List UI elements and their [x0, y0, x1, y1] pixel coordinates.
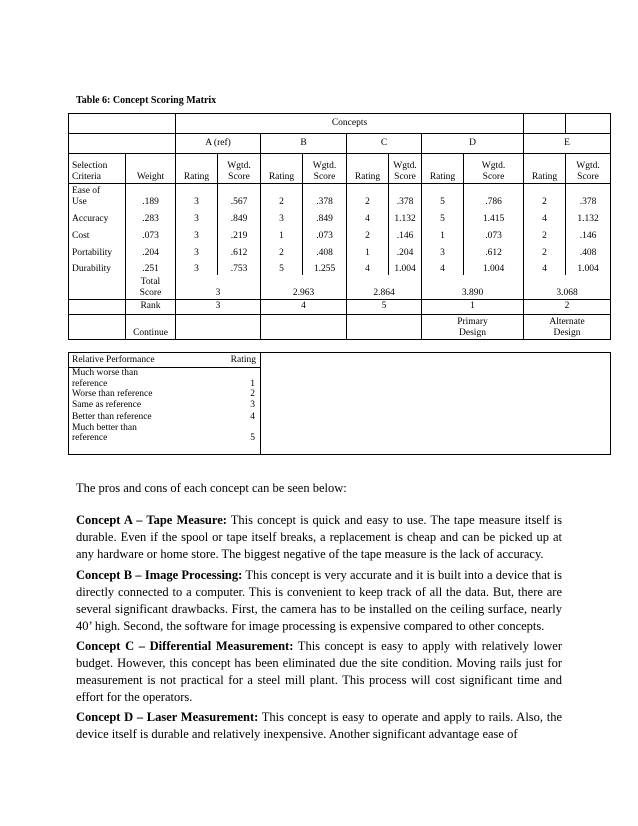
score-cell: .753 [218, 259, 261, 275]
concept-b-paragraph [76, 567, 562, 635]
relative-performance-header [69, 353, 260, 368]
score-cell: 1.132 [389, 208, 422, 225]
performance-text: Same as reference [72, 399, 142, 410]
performance-rating: 3 [250, 399, 255, 410]
performance-text: reference [72, 433, 108, 443]
score-cell: 3 [176, 225, 218, 242]
total-score-a: 3 [176, 275, 261, 300]
score-cell: .146 [389, 225, 422, 242]
weight-cell: .204 [126, 242, 176, 259]
score-cell: .378 [389, 184, 422, 208]
rank-e: 2 [524, 299, 611, 314]
performance-rating: 5 [250, 433, 255, 443]
performance-row [72, 400, 256, 411]
score-cell: 1.004 [566, 259, 611, 275]
column-headers-row [69, 154, 611, 184]
score-cell: 2 [524, 225, 566, 242]
score-cell: 2 [347, 225, 389, 242]
score-cell: 3 [176, 184, 218, 208]
score-cell: 4 [347, 259, 389, 275]
rating-header: Rating [176, 154, 218, 184]
score-cell: .849 [303, 208, 347, 225]
selection-criteria-header: Selection Criteria [69, 154, 126, 184]
score-cell: .612 [218, 242, 261, 259]
score-cell: .378 [303, 184, 347, 208]
relative-performance-label: Relative Performance [72, 355, 155, 365]
score-cell: 3 [261, 208, 303, 225]
rating-header: Rating [422, 154, 464, 184]
score-cell: .378 [566, 184, 611, 208]
score-cell: .612 [464, 242, 524, 259]
total-score-label: Total Score [126, 275, 176, 300]
concepts-header-row [69, 114, 611, 134]
continue-row [69, 314, 611, 339]
score-cell: 2 [524, 242, 566, 259]
score-cell: .146 [566, 225, 611, 242]
score-cell: 2 [261, 242, 303, 259]
concept-b-body: This concept is very accurate and it is built into a device that is directly connected to a computer. This is convenient to keep track of all the data. But, there are several significant drawbacks. First, the camera has to be installed on the ceiling surface, nearly 40’ high. Second, the software for image processing is expensive compared to other concepts. [76, 568, 562, 633]
score-cell: 1 [347, 242, 389, 259]
performance-rating: 1 [250, 378, 255, 389]
rank-label: Rank [126, 299, 176, 314]
score-cell: 3 [176, 242, 218, 259]
score-cell: .219 [218, 225, 261, 242]
performance-rating: 2 [250, 389, 255, 399]
rating-label: Rating [230, 355, 256, 365]
weight-cell: .073 [126, 225, 176, 242]
score-cell: 1.004 [389, 259, 422, 275]
score-cell: 4 [524, 208, 566, 225]
score-cell: 3 [176, 259, 218, 275]
score-cell: 2 [524, 184, 566, 208]
score-cell: 2 [347, 184, 389, 208]
concept-a-paragraph [76, 512, 562, 563]
score-cell: 4 [524, 259, 566, 275]
weight-cell: .283 [126, 208, 176, 225]
concept-d-heading: Concept D – Laser Measurement: [76, 710, 259, 724]
score-cell: .408 [566, 242, 611, 259]
criteria-row [69, 184, 611, 208]
score-cell: 5 [422, 208, 464, 225]
criteria-row [69, 242, 611, 259]
score-cell: 5 [422, 184, 464, 208]
weight-header: Weight [126, 154, 176, 184]
weighted-score-header: Wgtd. Score [303, 154, 347, 184]
table-caption: Table 6: Concept Scoring Matrix [76, 95, 217, 106]
weight-cell: .189 [126, 184, 176, 208]
score-cell: .408 [303, 242, 347, 259]
score-cell: .786 [464, 184, 524, 208]
performance-rating: 4 [250, 412, 255, 422]
criteria-row [69, 208, 611, 225]
criteria-name: Portability [69, 242, 126, 259]
relative-performance-table [68, 352, 611, 455]
concept-d-body: This concept is easy to operate and apply to rails. Also, the device itself is durable and relatively inexpensive. Another significant advantage ease of [76, 710, 562, 741]
concept-e-name: E [524, 134, 611, 154]
total-score-d: 3.890 [422, 275, 524, 300]
performance-text: Much worse than [72, 368, 138, 378]
rating-header: Rating [347, 154, 389, 184]
concept-scoring-matrix [68, 113, 611, 340]
weight-cell: .251 [126, 259, 176, 275]
weighted-score-header: Wgtd. Score [566, 154, 611, 184]
score-cell: .567 [218, 184, 261, 208]
score-cell: 5 [261, 259, 303, 275]
criteria-row [69, 225, 611, 242]
primary-design-label: Primary Design [422, 314, 524, 339]
intro-paragraph: The pros and cons of each concept can be seen below: [76, 481, 347, 495]
rank-row [69, 299, 611, 314]
performance-row [72, 389, 256, 400]
concept-d-paragraph [76, 709, 562, 743]
score-cell: 4 [347, 208, 389, 225]
score-cell: 3 [422, 242, 464, 259]
concept-a-name: A (ref) [176, 134, 261, 154]
score-cell: .849 [218, 208, 261, 225]
score-cell: 1.004 [464, 259, 524, 275]
concept-c-paragraph [76, 638, 562, 706]
rating-header: Rating [261, 154, 303, 184]
concept-c-body: This concept is easy to apply with relatively lower budget. However, this concept has been eliminated due the site condition. Moving rails just for measurement is not practical for a steel mill plant. This process will cost significant time and effort for the operators. [76, 639, 562, 704]
weighted-score-header: Wgtd. Score [389, 154, 422, 184]
total-score-row [69, 275, 611, 300]
score-cell: .073 [464, 225, 524, 242]
score-cell: .073 [303, 225, 347, 242]
performance-row [72, 412, 256, 423]
continue-label: Continue [126, 314, 176, 339]
performance-text: Better than reference [72, 412, 152, 422]
score-cell: .204 [389, 242, 422, 259]
score-cell: 1 [261, 225, 303, 242]
criteria-name: Cost [69, 225, 126, 242]
criteria-name: Ease of Use [69, 184, 126, 208]
concept-c-heading: Concept C – Differential Measurement: [76, 639, 294, 653]
performance-text: Much better than [72, 422, 137, 433]
rank-c: 5 [347, 299, 422, 314]
relative-performance-legend [69, 353, 261, 455]
rank-b: 4 [261, 299, 347, 314]
performance-row [72, 368, 256, 389]
total-score-b: 2.963 [261, 275, 347, 300]
concept-b-heading: Concept B – Image Processing: [76, 568, 243, 582]
concept-b-name: B [261, 134, 347, 154]
rating-header: Rating [524, 154, 566, 184]
performance-text: Worse than reference [72, 389, 153, 399]
criteria-name: Accuracy [69, 208, 126, 225]
score-cell: 3 [176, 208, 218, 225]
concept-c-name: C [347, 134, 422, 154]
criteria-name: Durability [69, 259, 126, 275]
performance-row [72, 423, 256, 444]
weighted-score-header: Wgtd. Score [464, 154, 524, 184]
criteria-row [69, 259, 611, 275]
score-cell: 1.132 [566, 208, 611, 225]
total-score-e: 3.068 [524, 275, 611, 300]
rank-d: 1 [422, 299, 524, 314]
concept-d-name: D [422, 134, 524, 154]
concept-a-heading: Concept A – Tape Measure: [76, 513, 227, 527]
concept-names-row [69, 134, 611, 154]
score-cell: 1.255 [303, 259, 347, 275]
score-cell: 1 [422, 225, 464, 242]
score-cell: 2 [261, 184, 303, 208]
concept-a-body: This concept is quick and easy to use. The tape measure itself is durable. Even if the spool or tape itself breaks, a replacement is cheap and can be picked up at any hardware or home store. The biggest negative of the tape measure is the lack of accuracy. [76, 513, 563, 561]
concepts-label: Concepts [176, 114, 524, 134]
relative-performance-rows [72, 368, 256, 444]
alternate-design-label: Alternate Design [524, 314, 611, 339]
score-cell: 4 [422, 259, 464, 275]
performance-text: reference [72, 378, 108, 389]
weighted-score-header: Wgtd. Score [218, 154, 261, 184]
score-cell: 1.415 [464, 208, 524, 225]
rank-a: 3 [176, 299, 261, 314]
total-score-c: 2.864 [347, 275, 422, 300]
